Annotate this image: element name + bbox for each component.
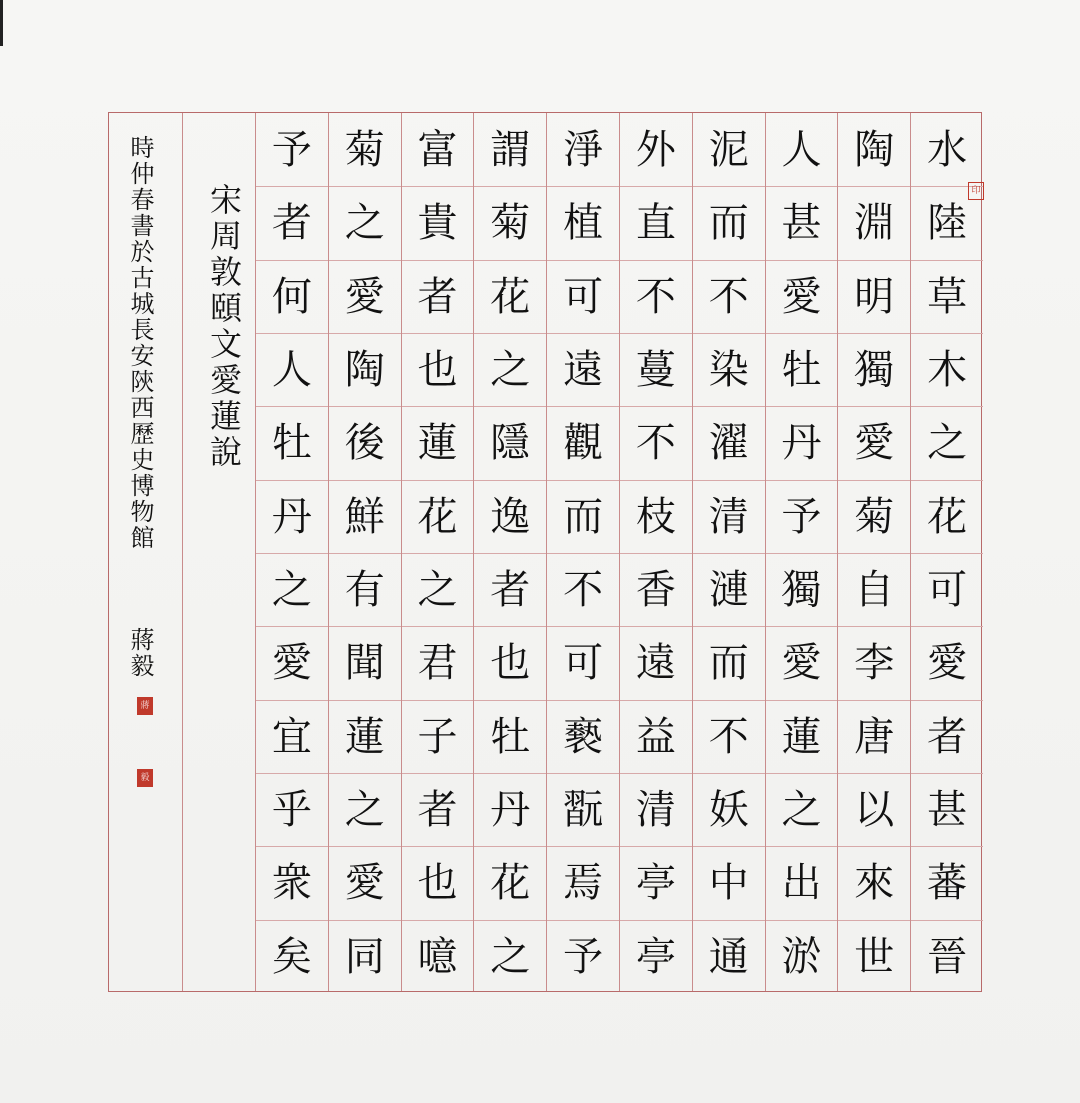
text-column-6: [546, 113, 619, 991]
character-cell: 丹: [766, 406, 838, 479]
character-cell: 淤: [766, 920, 838, 993]
character-cell: 可: [547, 626, 619, 699]
character-cell: 翫: [547, 773, 619, 846]
character-cell: 富: [417, 126, 458, 173]
character-cell: 不: [620, 406, 692, 479]
character-cell: 陸: [911, 186, 983, 259]
character-cell: 愛: [329, 846, 401, 919]
text-column-8: [401, 113, 474, 991]
character-cell: 者: [911, 700, 983, 773]
character-cell: 出: [766, 846, 838, 919]
text-column-10: [255, 113, 328, 991]
character-cell: 予: [766, 480, 838, 553]
character-cell: 清: [693, 480, 765, 553]
character-cell: 之: [329, 186, 401, 259]
character-cell: 聞: [329, 626, 401, 699]
character-cell: 之: [911, 406, 983, 479]
text-column-4: [692, 113, 765, 991]
character-cell: 予: [547, 920, 619, 993]
character-cell: 也: [474, 626, 546, 699]
character-cell: 花: [474, 846, 546, 919]
character-cell: 蓮: [402, 406, 474, 479]
character-cell: 花: [474, 260, 546, 333]
character-cell: 噫: [402, 920, 474, 993]
character-cell: 愛: [329, 260, 401, 333]
style-seal: 毅: [137, 769, 153, 787]
character-cell: 漣: [693, 553, 765, 626]
character-cell: 亭: [620, 920, 692, 993]
character-cell: 之: [766, 773, 838, 846]
text-column-2: [837, 113, 910, 991]
character-cell: 濯: [693, 406, 765, 479]
character-cell: 之: [402, 553, 474, 626]
calligraphy-grid: [108, 112, 982, 992]
character-cell: 來: [838, 846, 910, 919]
character-cell: 子: [402, 700, 474, 773]
character-cell: 愛: [838, 406, 910, 479]
character-cell: 遠: [547, 333, 619, 406]
character-cell: 逸: [474, 480, 546, 553]
character-cell: 世: [838, 920, 910, 993]
character-cell: 枝: [620, 480, 692, 553]
character-cell: 隱: [474, 406, 546, 479]
character-cell: 淨: [563, 126, 604, 173]
character-cell: 何: [256, 260, 328, 333]
character-cell: 而: [547, 480, 619, 553]
character-cell: 蔓: [620, 333, 692, 406]
character-cell: 菊: [344, 126, 385, 173]
character-cell: 植: [547, 186, 619, 259]
character-cell: 亭: [620, 846, 692, 919]
character-cell: 菊: [474, 186, 546, 259]
character-cell: 木: [911, 333, 983, 406]
character-cell: 妖: [693, 773, 765, 846]
character-cell: 愛: [766, 626, 838, 699]
name-seal: 蔣: [137, 697, 153, 715]
character-cell: 蕃: [911, 846, 983, 919]
character-cell: 人: [256, 333, 328, 406]
character-cell: 者: [474, 553, 546, 626]
character-cell: 者: [402, 773, 474, 846]
character-cell: 香: [620, 553, 692, 626]
character-cell: 而: [693, 626, 765, 699]
character-cell: 牡: [766, 333, 838, 406]
character-cell: 愛: [911, 626, 983, 699]
character-cell: 鮮: [329, 480, 401, 553]
character-cell: 褻: [547, 700, 619, 773]
character-cell: 以: [838, 773, 910, 846]
character-cell: 愛: [766, 260, 838, 333]
lead-seal: 印: [968, 182, 984, 200]
character-cell: 明: [838, 260, 910, 333]
character-cell: 愛: [256, 626, 328, 699]
text-column-7: [473, 113, 546, 991]
character-cell: 可: [911, 553, 983, 626]
character-cell: 蓮: [766, 700, 838, 773]
character-cell: 菊: [838, 480, 910, 553]
character-cell: 而: [693, 186, 765, 259]
character-cell: 牡: [256, 406, 328, 479]
character-cell: 可: [547, 260, 619, 333]
character-cell: 之: [474, 333, 546, 406]
text-column-3: [765, 113, 838, 991]
character-cell: 不: [693, 700, 765, 773]
character-cell: 淵: [838, 186, 910, 259]
character-cell: 外: [635, 126, 676, 173]
character-cell: 泥: [708, 126, 749, 173]
character-cell: 清: [620, 773, 692, 846]
character-cell: 矣: [256, 920, 328, 993]
character-cell: 花: [402, 480, 474, 553]
character-cell: 有: [329, 553, 401, 626]
character-cell: 中: [693, 846, 765, 919]
character-cell: 予: [271, 126, 312, 173]
character-cell: 之: [329, 773, 401, 846]
character-cell: 染: [693, 333, 765, 406]
character-cell: 丹: [474, 773, 546, 846]
character-cell: 獨: [838, 333, 910, 406]
inscription-text: 時仲春書於古城長安陝西歷史博物館: [126, 135, 154, 551]
character-cell: 之: [256, 553, 328, 626]
character-cell: 通: [693, 920, 765, 993]
character-cell: 自: [838, 553, 910, 626]
character-cell: 甚: [766, 186, 838, 259]
character-cell: 草: [911, 260, 983, 333]
text-column-9: [328, 113, 401, 991]
edge-mark: [0, 0, 3, 46]
character-cell: 君: [402, 626, 474, 699]
character-cell: 者: [256, 186, 328, 259]
character-cell: 人: [781, 126, 822, 173]
character-cell: 也: [402, 846, 474, 919]
character-cell: 不: [547, 553, 619, 626]
character-cell: 唐: [838, 700, 910, 773]
character-cell: 甚: [911, 773, 983, 846]
character-cell: 謂: [490, 126, 531, 173]
character-cell: 衆: [256, 846, 328, 919]
character-cell: 直: [620, 186, 692, 259]
character-cell: 宜: [256, 700, 328, 773]
character-cell: 觀: [547, 406, 619, 479]
character-cell: 焉: [547, 846, 619, 919]
character-cell: 者: [402, 260, 474, 333]
character-cell: 丹: [256, 480, 328, 553]
text-column-5: [619, 113, 692, 991]
character-cell: 水: [927, 126, 968, 173]
character-cell: 李: [838, 626, 910, 699]
character-cell: 不: [693, 260, 765, 333]
character-cell: 花: [911, 480, 983, 553]
character-cell: 同: [329, 920, 401, 993]
character-cell: 晉: [911, 920, 983, 993]
character-cell: 陶: [854, 126, 895, 173]
character-cell: 獨: [766, 553, 838, 626]
title-column: [182, 113, 255, 991]
character-cell: 之: [474, 920, 546, 993]
character-cell: 陶: [329, 333, 401, 406]
text-column-1: [910, 113, 983, 991]
signature-text: 蔣毅: [126, 627, 154, 679]
character-cell: 益: [620, 700, 692, 773]
work-title: 宋周敦頤文愛蓮說: [205, 183, 243, 471]
character-cell: 遠: [620, 626, 692, 699]
character-cell: 乎: [256, 773, 328, 846]
character-cell: 後: [329, 406, 401, 479]
character-cell: 蓮: [329, 700, 401, 773]
character-cell: 也: [402, 333, 474, 406]
character-cell: 牡: [474, 700, 546, 773]
character-cell: 貴: [402, 186, 474, 259]
inscription-column: [109, 113, 182, 991]
character-cell: 不: [620, 260, 692, 333]
